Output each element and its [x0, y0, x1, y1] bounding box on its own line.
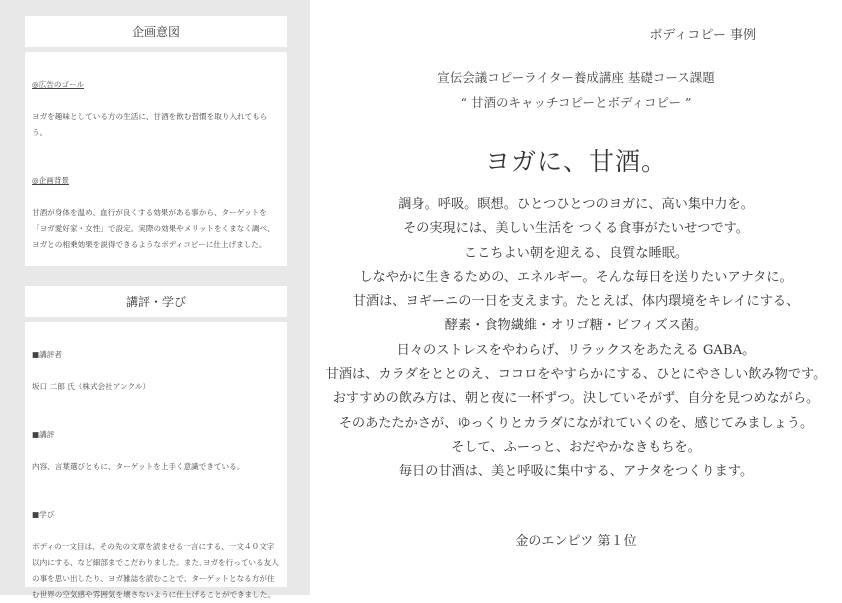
body-copy: [310, 193, 842, 485]
body-copy-line: 毎日の甘酒は、美と呼吸に集中する、アナタをつくります。: [398, 464, 754, 480]
reviewer-text: 坂口 二郎 氏（株式会社アンクル）: [32, 382, 151, 391]
body-copy-line: ここちよい朝を迎える、良質な睡眠。: [463, 245, 689, 261]
review-card-header: 講評・学び: [25, 286, 287, 317]
body-copy-line: 甘酒は、カラダをととのえ、ココロをやすらかにする、ひとにやさしい飲み物です。: [325, 367, 827, 383]
award-text: 金のエンピツ 第１位: [515, 534, 637, 549]
body-copy-line: 酵素・食物繊維・オリゴ糖・ビフィズス菌。: [444, 318, 708, 334]
learning-text: ボディの一文目は、その先の文章を読ませる一言にする、一文４０文字以内にする、など細部までこだわりました。また､ヨガを行っている友人の事を思い出したり、ヨガ雑誌を読むことで、ターゲットとなる方が住む世界の空気感や雰囲気を壊さないように仕上げることができました。: [32, 542, 279, 599]
body-copy-line: 調身。呼吸。瞑想。ひとつひとつのヨガに、高い集中力を。: [398, 197, 754, 212]
critique-heading: ■講評: [32, 430, 55, 439]
background-text: 甘酒が身体を温め、血行が良くする効果がある事から、ターゲットを「ヨガ愛好家・女性」で設定。実際の効果やメリットをくまなく調べ、ヨガとの相乗効果を説得できるようなボディコピーに仕上げました。: [32, 208, 275, 249]
body-copy-line: おすすめの飲み方は、朝と夜に一杯ずつ。決していそがず、自分を見つめながら。: [332, 391, 820, 407]
body-copy-line: そして、ふーっと、おだやかなきもちを。: [451, 439, 701, 455]
body-copy-line: その実現には、美しい生活を つくる食事がたいせつです。: [402, 221, 749, 237]
goal-text: ヨガを趣味としている方の生活に、甘酒を飲む習慣を取り入れてもらう。: [32, 112, 268, 137]
headline: ヨガに、甘酒。: [484, 147, 667, 176]
reviewer-heading: ■講評者: [32, 350, 62, 359]
plan-card-body: [25, 52, 287, 266]
topic-line: “ 甘酒のキャッチコピーとボディコピー ”: [460, 95, 692, 110]
learning-heading: ■学び: [32, 510, 55, 519]
background-heading: ◎企画背景: [32, 176, 70, 185]
course-line: 宣伝会議コピーライター養成講座 基礎コース課題: [437, 70, 715, 85]
body-copy-line: 甘酒は、ヨギーニの一日を支えます。たとえば、体内環境をキレイにする、: [352, 294, 800, 310]
body-copy-line: 日々のストレスをやわらげ、リラックスをあたえる GABA。: [396, 342, 756, 358]
main-content: [310, 0, 842, 595]
left-panel: [0, 0, 310, 599]
plan-card-header: 企画意図: [25, 16, 287, 47]
body-copy-line: しなやかに生きるための、エネルギー。そんな毎日を送りたいアナタに。: [359, 269, 793, 285]
body-copy-line: そのあたたかさが、ゆっくりとカラダにながれていくのを、感じてみましょう。: [338, 415, 814, 431]
top-label: ボディコピー 事例: [649, 28, 756, 43]
goal-heading: ◎広告のゴール: [32, 80, 85, 89]
critique-text: 内容、言葉選びともに、ターゲットを上手く意識できている。: [32, 462, 245, 471]
review-card-body: [25, 322, 287, 599]
